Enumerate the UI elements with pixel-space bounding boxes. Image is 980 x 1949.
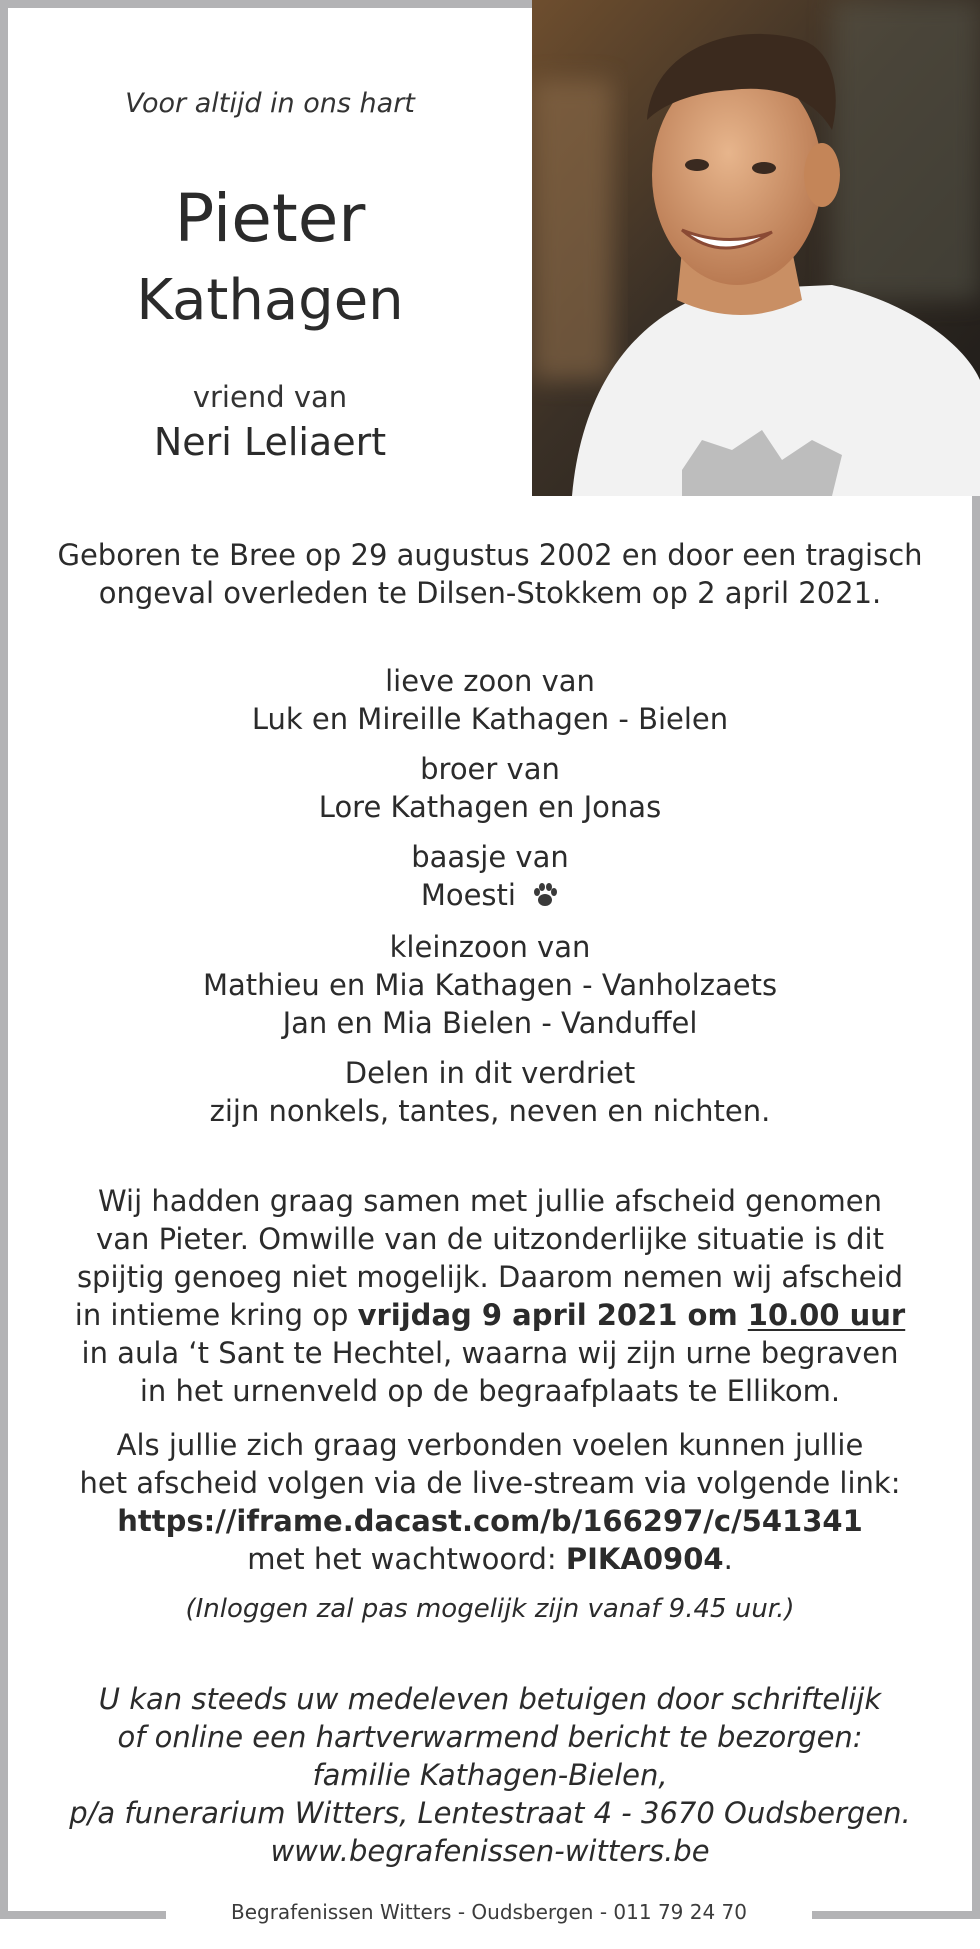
farewell-line: in aula ‘t Sant te Hechtel, waarna wij zijn urne begraven: [81, 1336, 899, 1370]
motto: Voor altijd in ons hart: [125, 88, 415, 119]
condolence-line: U kan steeds uw medeleven betuigen door schriftelijk: [98, 1682, 882, 1716]
shared-grief-line: zijn nonkels, tantes, neven en nichten.: [209, 1094, 771, 1128]
condolence-line: of online een hartverwarmend bericht te bezorgen:: [117, 1720, 863, 1754]
frame-right-border: [972, 496, 980, 1915]
farewell-line: van Pieter. Omwille van de uitzonderlijke situatie is dit: [96, 1222, 884, 1256]
birth-death-statement: [20, 536, 960, 612]
relation-names: Jan en Mia Bielen - Vanduffel: [282, 1006, 698, 1040]
friend-name: Neri Leliaert: [153, 420, 387, 464]
frame-left-border: [0, 0, 8, 1915]
relation-son: [20, 662, 960, 738]
livestream-link[interactable]: https://iframe.dacast.com/b/166297/c/541341: [117, 1504, 863, 1538]
footer-bar-left: [0, 1911, 166, 1919]
farewell-paragraph: [20, 1182, 960, 1410]
condolence-address: p/a funerarium Witters, Lentestraat 4 - 3670 Oudsbergen.: [69, 1796, 911, 1830]
relation-names: Mathieu en Mia Kathagen - Vanholzaets: [202, 968, 778, 1002]
footer-bar-right: [812, 1911, 980, 1919]
farewell-line-prefix: in intieme kring op: [74, 1298, 358, 1332]
password-value: PIKA0904: [565, 1542, 724, 1576]
funeral-home-website[interactable]: www.begrafenissen-witters.be: [270, 1834, 710, 1868]
relation-names: Lore Kathagen en Jonas: [318, 790, 662, 824]
relation-brother: [20, 750, 960, 826]
farewell-date-line: [20, 1296, 960, 1334]
livestream-paragraph: [20, 1426, 960, 1578]
livestream-line: het afscheid volgen via de live-stream via volgende link:: [79, 1466, 901, 1500]
relation-label: baasje van: [411, 840, 569, 874]
relation-pet-owner: [20, 838, 960, 917]
deceased-first-name: Pieter: [174, 180, 366, 257]
farewell-line: Wij hadden graag samen met jullie afscheid genomen: [98, 1184, 882, 1218]
farewell-line: in het urnenveld op de begraafplaats te Ellikom.: [139, 1374, 841, 1408]
farewell-date: vrijdag 9 april 2021 om: [357, 1298, 748, 1332]
livestream-line: Als jullie zich graag verbonden voelen kunnen jullie: [116, 1428, 864, 1462]
pet-name-row: [20, 876, 960, 917]
relation-grandson: [20, 928, 960, 1042]
farewell-time: 10.00 uur: [747, 1298, 906, 1332]
shared-grief-line: Delen in dit verdriet: [344, 1056, 636, 1090]
portrait-photo: [532, 0, 980, 496]
condolence-line: familie Kathagen-Bielen,: [312, 1758, 668, 1792]
birth-line: Geboren te Bree op 29 augustus 2002 en door een tragisch: [57, 538, 923, 572]
password-label: met het wachtwoord:: [247, 1542, 566, 1576]
paw-icon: [531, 879, 559, 917]
death-line: ongeval overleden te Dilsen-Stokkem op 2 april 2021.: [98, 576, 882, 610]
relation-label: broer van: [420, 752, 560, 786]
shared-grief: [20, 1054, 960, 1130]
login-note: (Inloggen zal pas mogelijk zijn vanaf 9.45 uur.): [185, 1594, 795, 1624]
password-line: [20, 1540, 960, 1578]
friend-label: vriend van: [192, 380, 348, 414]
condolence-paragraph: [20, 1680, 960, 1870]
pet-name: Moesti: [420, 878, 516, 912]
relation-label: lieve zoon van: [385, 664, 595, 698]
footer-funeral-home: Begrafenissen Witters - Oudsbergen - 011 79 24 70: [230, 1900, 747, 1924]
frame-top-border: [0, 0, 532, 8]
password-period: .: [723, 1542, 733, 1576]
deceased-last-name: Kathagen: [136, 268, 404, 333]
farewell-line: spijtig genoeg niet mogelijk. Daarom nemen wij afscheid: [76, 1260, 904, 1294]
relation-label: kleinzoon van: [389, 930, 591, 964]
relation-names: Luk en Mireille Kathagen - Bielen: [251, 702, 729, 736]
